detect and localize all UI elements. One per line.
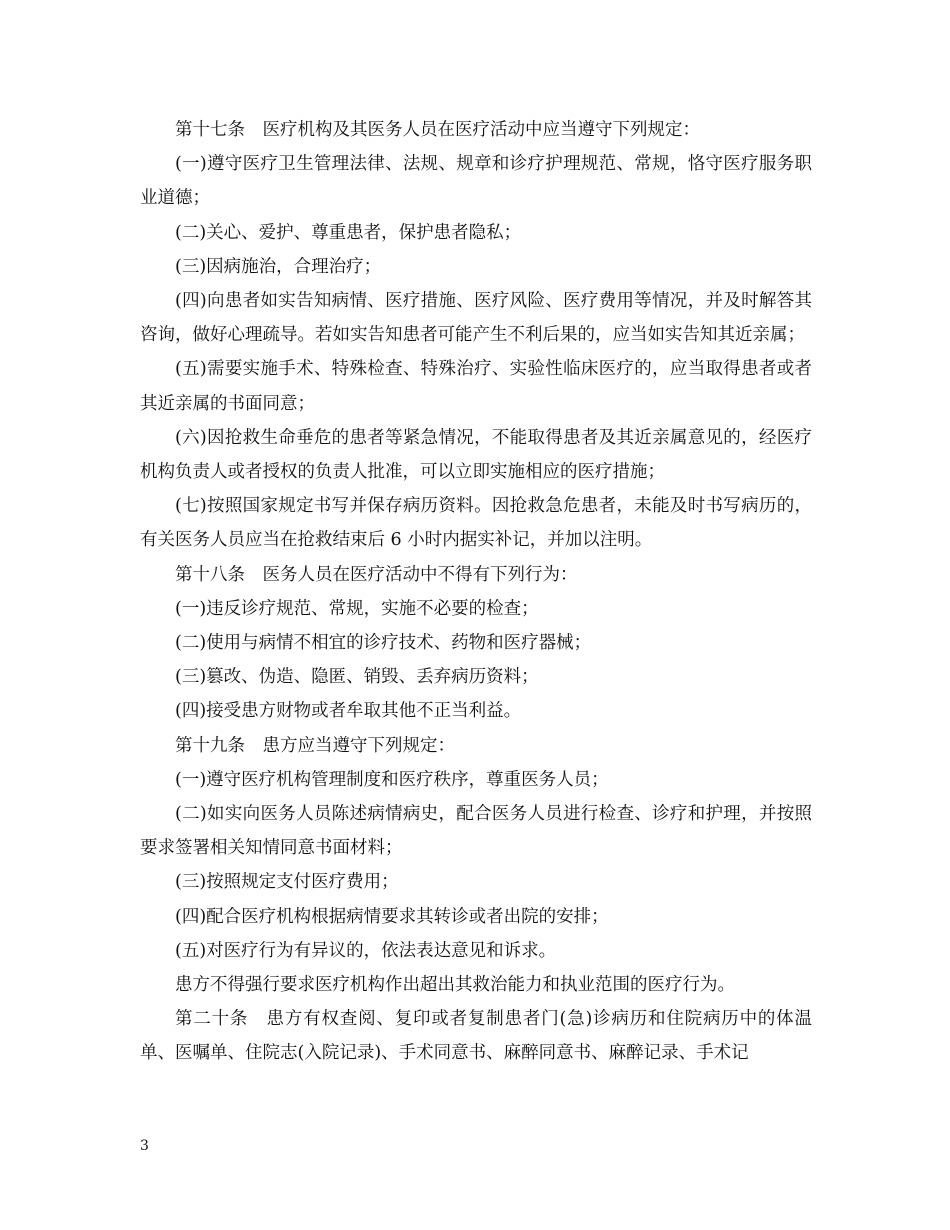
paragraph-article-19-item-2: (二)如实向医务人员陈述病情病史，配合医务人员进行检查、诊疗和护理，并按照要求签署相关知情同意书面材料； — [140, 804, 812, 859]
paragraph-article-19-item-5: (五)对医疗行为有异议的，依法表达意见和诉求。 — [175, 940, 557, 961]
paragraph-article-18-heading: 第十八条 医务人员在医疗活动中不得有下列行为： — [175, 564, 578, 585]
paragraph-article-19-heading: 第十九条 患方应当遵守下列规定： — [175, 735, 455, 756]
paragraph-article-19-item-1: (一)遵守医疗机构管理制度和医疗秩序，尊重医务人员； — [175, 769, 609, 790]
paragraph-article-18-item-3: (三)篡改、伪造、隐匿、销毁、丢弃病历资料； — [175, 667, 539, 688]
paragraph-article-20-heading: 第二十条 患方有权查阅、复印或者复制患者门(急)诊病历和住院病历中的体温单、医嘱单、住院志(入院记录)、手术同意书、麻醉同意书、麻醉记录、手术记 — [140, 1009, 812, 1064]
paragraph-article-17-item-1: (一)遵守医疗卫生管理法律、法规、规章和诊疗护理规范、常规，恪守医疗服务职业道德； — [140, 154, 812, 209]
paragraph-article-19-closing: 患方不得强行要求医疗机构作出超出其救治能力和执业范围的医疗行为。 — [175, 975, 735, 996]
paragraph-article-18-item-2: (二)使用与病情不相宜的诊疗技术、药物和医疗器械； — [175, 633, 592, 654]
paragraph-article-17-item-5: (五)需要实施手术、特殊检查、特殊治疗、实验性临床医疗的，应当取得患者或者其近亲属的书面同意； — [140, 359, 812, 414]
paragraph-article-17-item-6: (六)因抢救生命垂危的患者等紧急情况，不能取得患者及其近亲属意见的，经医疗机构负责人或者授权的负责人批准，可以立即实施相应的医疗措施； — [140, 427, 812, 483]
document-body — [140, 113, 812, 1071]
page-number: 3 — [140, 1138, 149, 1154]
paragraph-article-19-item-4: (四)配合医疗机构根据病情要求其转诊或者出院的安排； — [175, 906, 609, 927]
paragraph-article-17-item-2: (二)关心、爱护、尊重患者，保护患者隐私； — [175, 222, 522, 243]
paragraph-article-18-item-1: (一)违反诊疗规范、常规，实施不必要的检查； — [175, 598, 539, 619]
paragraph-article-19-item-3: (三)按照规定支付医疗费用； — [175, 872, 399, 893]
paragraph-article-18-item-4: (四)接受患方财物或者牟取其他不正当利益。 — [175, 701, 522, 722]
paragraph-article-17-item-7: (七)按照国家规定书写并保存病历资料。因抢救急危患者，未能及时书写病历的，有关医务人员应当在抢救结束后 6 小时内据实补记，并加以注明。 — [140, 496, 812, 551]
paragraph-article-17-item-3: (三)因病施治，合理治疗； — [175, 256, 382, 277]
paragraph-article-17-item-4: (四)向患者如实告知病情、医疗措施、医疗风险、医疗费用等情况，并及时解答其咨询，做好心理疏导。若如实告知患者可能产生不利后果的，应当如实告知其近亲属； — [140, 291, 812, 346]
paragraph-article-17-heading: 第十七条 医疗机构及其医务人员在医疗活动中应当遵守下列规定： — [175, 120, 700, 140]
